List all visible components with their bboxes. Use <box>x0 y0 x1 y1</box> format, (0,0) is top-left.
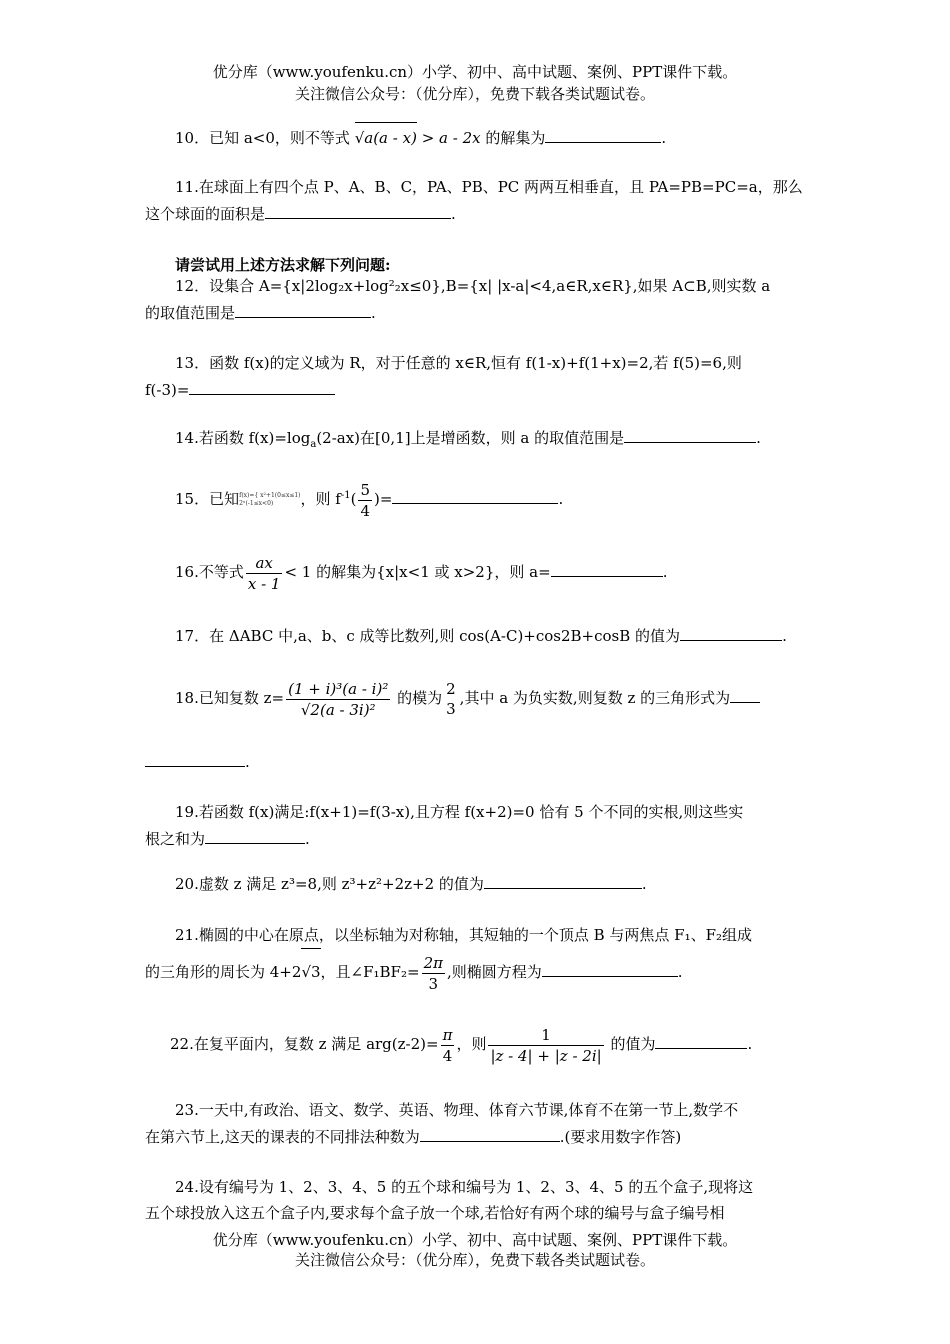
question-20: 20.虚数 z 满足 z³=8,则 z³+z²+2z+2 的值为 . <box>175 875 647 893</box>
footer-line-1: 优分库（www.youfenku.cn）小学、初中、高中试题、案例、PPT课件下载。 <box>212 1231 738 1249</box>
question-16: 16.不等式 $\frac{ax}{x - 1}$ < 1 的解集为{x|x<1 或 x>2}，则 a= . <box>175 553 668 593</box>
question-19-line-2: 根之和为 . <box>145 830 310 848</box>
answer-blank <box>484 874 642 889</box>
fraction: $\frac{1}{|z - 4| + |z - 2i|}$ <box>490 1025 602 1065</box>
question-14: 14.若函数 $f(x)=\log_a(2-ax)$在[0,1]上是增函数，则 a 的取值范围是 . <box>175 429 761 450</box>
answer-blank <box>145 752 245 767</box>
question-18-line-2: . <box>145 748 810 776</box>
question-18: 18.已知复数 z= $\frac{\text{(1 + i)³(a - i)²}}{\text{√2(a - 3i)²}}$ 的模为 2 3 ,其中 a 为负实数,则复数 z 的三角形式为 <box>145 676 840 720</box>
question-15: 15．已知 f(x)={ x²+1(0≤x≤1) 2ˣ(-1≤x<0) ，则 $f^{-1}$( $\frac{5}{4}$ )= . <box>175 480 564 520</box>
answer-blank <box>545 128 661 143</box>
question-10: 10．已知 a<0，则不等式 √a(a - x) > a - 2x 的解集为 . <box>145 122 840 152</box>
answer-blank <box>730 688 760 703</box>
question-17: 17．在 ΔABC 中,a、b、c 成等比数列,则 cos(A-C)+cos2B+cosB 的值为 . <box>175 627 787 645</box>
answer-blank <box>551 562 663 577</box>
answer-blank <box>205 829 305 844</box>
piecewise-function: f(x)={ x²+1(0≤x≤1) 2ˣ(-1≤x<0) <box>239 492 301 507</box>
section-heading: 请尝试用上述方法求解下列问题: <box>175 256 391 274</box>
fraction: $\frac{2\pi}{3}$ <box>423 953 443 993</box>
answer-blank <box>235 303 371 318</box>
fraction: $\frac{5}{4}$ <box>360 480 371 520</box>
question-21-line-2: 的三角形的周长为 4+2√3，且∠F₁BF₂= $\frac{2\pi}{3}$ ,则椭圆方程为 . <box>145 948 810 994</box>
header-line-1: 优分库（www.youfenku.cn）小学、初中、高中试题、案例、PPT课件下载。 <box>212 63 738 81</box>
question-12-line-2: 的取值范围是 . <box>145 304 376 322</box>
question-23-line-1: 23.一天中,有政治、语文、数学、英语、物理、体育六节课,体育不在第一节上,数学不 <box>175 1101 739 1119</box>
question-11-line-1: 11.在球面上有四个点 P、A、B、C，PA、PB、PC 两两互相垂直，且 PA=PB=PC=a，那么 <box>175 178 803 196</box>
fraction: $\frac{\pi}{4}$ <box>442 1025 453 1065</box>
question-21-line-1: 21.椭圆的中心在原点，以坐标轴为对称轴，其短轴的一个顶点 B 与两焦点 F₁、F₂组成 <box>175 926 753 944</box>
answer-blank <box>265 204 451 219</box>
question-22: 22.在复平面内，复数 z 满足 arg(z-2)= $\frac{\pi}{4}$ ，则 $\frac{1}{|z - 4| + |z - 2i|}$ 的值为 . <box>170 1025 753 1065</box>
fraction: 2 3 <box>446 680 456 718</box>
answer-blank <box>680 626 782 641</box>
question-19-line-1: 19.若函数 f(x)满足:f(x+1)=f(3-x),且方程 f(x+2)=0 恰有 5 个不同的实根,则这些实 <box>175 803 744 821</box>
question-13-line-1: 13．函数 f(x)的定义域为 R，对于任意的 x∈R,恒有 f(1-x)+f(1+x)=2,若 f(5)=6,则 <box>175 354 742 372</box>
fraction: $\frac{ax}{x - 1}$ <box>247 553 281 593</box>
answer-blank <box>655 1034 747 1049</box>
header-line-2: 关注微信公众号：（优分库），免费下载各类试题试卷。 <box>294 85 655 103</box>
question-23-line-2: 在第六节上,这天的课表的不同排法种数为 .(要求用数字作答) <box>145 1128 682 1146</box>
question-11-line-2: 这个球面的面积是 . <box>145 205 456 223</box>
fraction: $\frac{\text{(1 + i)³(a - i)²}}{\text{√2(a - 3i)²}}$ <box>288 679 389 719</box>
footer-line-2: 关注微信公众号：（优分库），免费下载各类试题试卷。 <box>294 1251 655 1269</box>
answer-blank <box>624 428 756 443</box>
answer-blank <box>189 380 335 395</box>
answer-blank <box>420 1127 560 1142</box>
question-24-line-2: 五个球投放入这五个盒子内,要求每个盒子放一个球,若恰好有两个球的编号与盒子编号相 <box>145 1204 725 1222</box>
question-24-line-1: 24.设有编号为 1、2、3、4、5 的五个球和编号为 1、2、3、4、5 的五个盒子,现将这 <box>175 1178 754 1196</box>
question-13-line-2: f(-3)= <box>145 376 810 404</box>
answer-blank <box>392 489 558 504</box>
question-12-line-1: 12．设集合 A={x|2log₂x+log²₂x≤0},B={x| |x-a|<4,a∈R,x∈R},如果 A⊂B,则实数 a <box>175 277 771 295</box>
answer-blank <box>542 962 678 977</box>
